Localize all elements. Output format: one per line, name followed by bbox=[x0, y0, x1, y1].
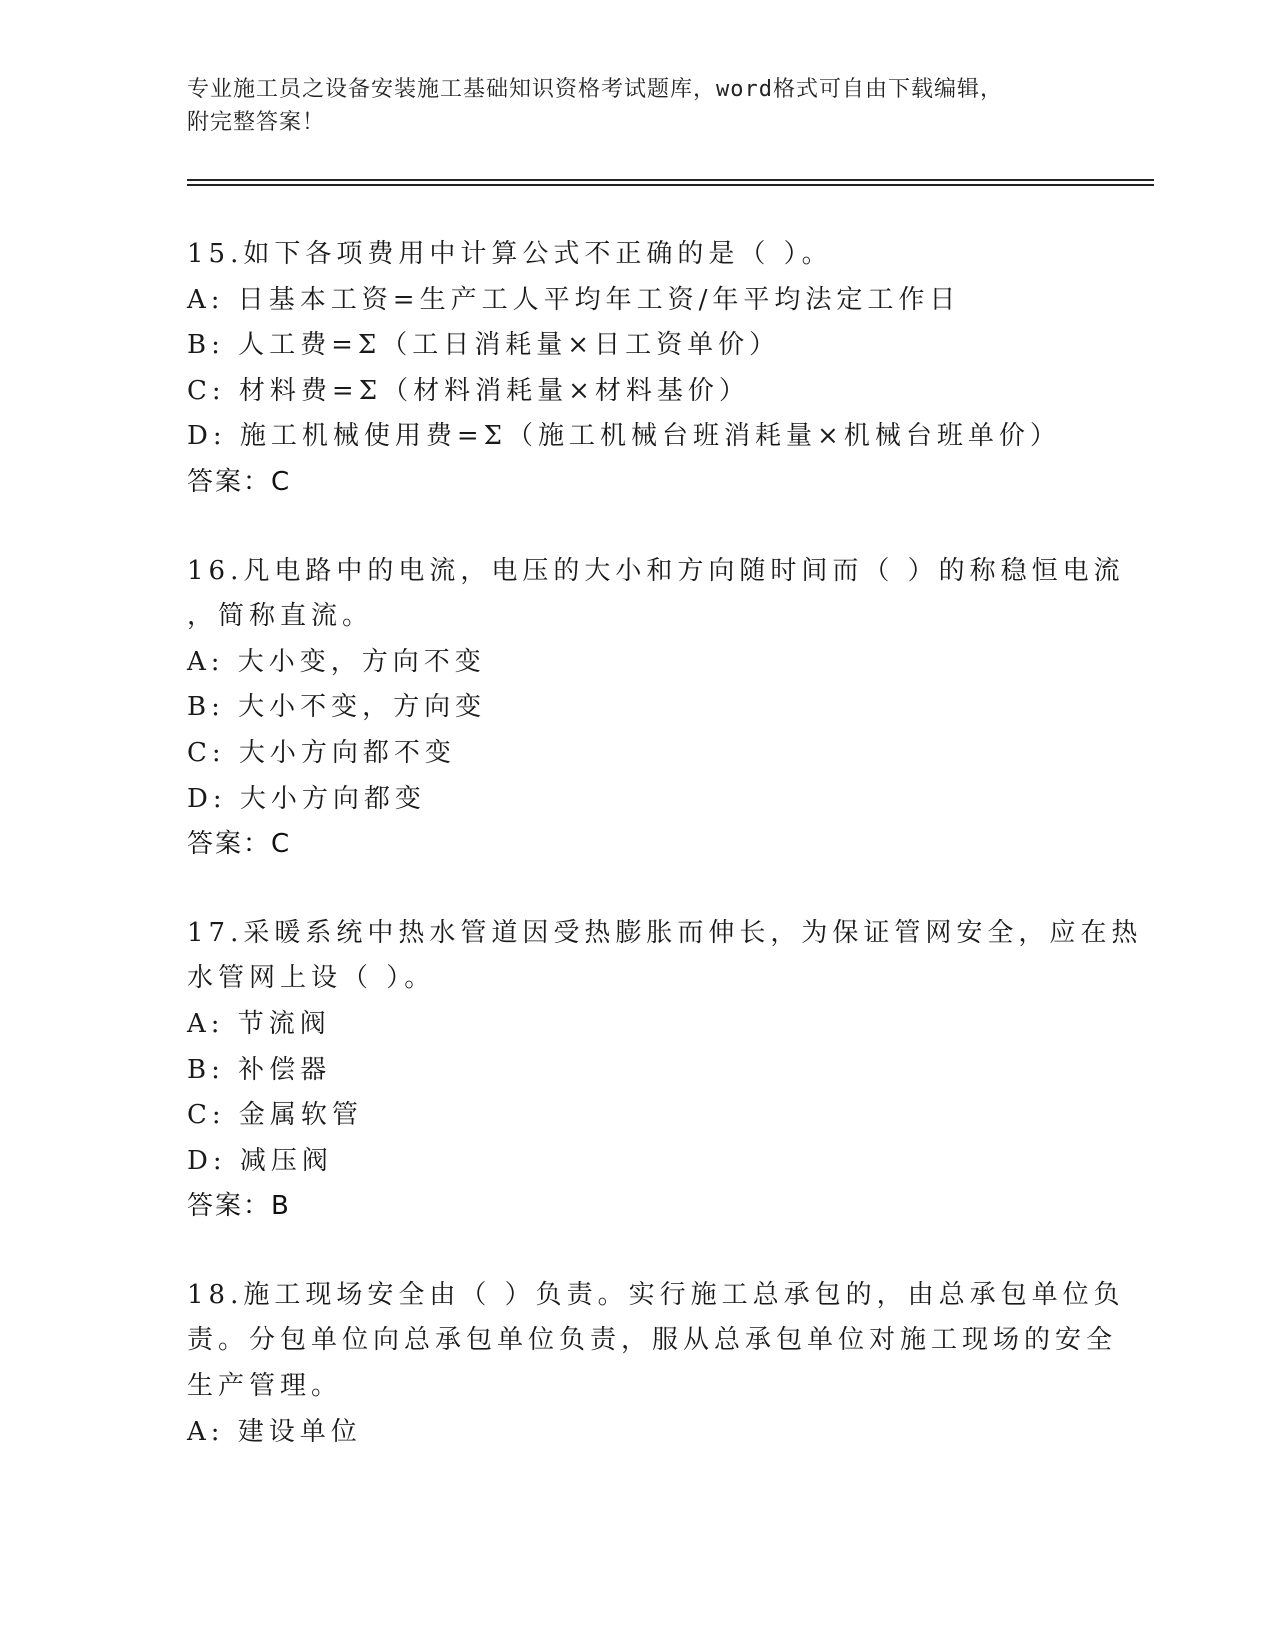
question-stem: 17.采暖系统中热水管道因受热膨胀而伸长，为保证管网安全，应在热 bbox=[187, 917, 1143, 948]
question-stem: 16.凡电路中的电流，电压的大小和方向随时间而（ ）的称稳恒电流 bbox=[187, 555, 1125, 586]
option-b: B: 人工费=Σ（工日消耗量×日工资单价） bbox=[187, 330, 781, 361]
question-stem-continued: 生产管理。 bbox=[187, 1371, 343, 1402]
answer: 答案：B bbox=[187, 1191, 291, 1222]
question-stem-continued: ，简称直流。 bbox=[187, 601, 374, 632]
question-18 bbox=[187, 1273, 1125, 1455]
option-d: D: 减压阀 bbox=[187, 1145, 333, 1176]
option-c: C: 金属软管 bbox=[187, 1100, 363, 1131]
option-b: B: 补偿器 bbox=[187, 1054, 332, 1085]
question-stem-continued: 责。分包单位向总承包单位负责，服从总承包单位对施工现场的安全 bbox=[187, 1325, 1118, 1356]
question-16 bbox=[187, 549, 1125, 868]
question-stem-continued: 水管网上设（ ）。 bbox=[187, 963, 436, 994]
header-divider-bottom bbox=[187, 184, 1154, 186]
option-a: A: 日基本工资=生产工人平均年工资/年平均法定工作日 bbox=[187, 284, 961, 315]
page-header bbox=[187, 73, 1087, 139]
answer: 答案：C bbox=[187, 829, 292, 860]
option-d: D: 施工机械使用费=Σ（施工机械台班消耗量×机械台班单价） bbox=[187, 421, 1061, 452]
question-stem: 15.如下各项费用中计算公式不正确的是（ ）。 bbox=[187, 239, 833, 269]
header-line-1: 专业施工员之设备安装施工基础知识资格考试题库，word格式可自由下载编辑， bbox=[187, 77, 1003, 102]
question-list bbox=[187, 232, 1143, 1498]
question-17 bbox=[187, 911, 1143, 1230]
question-stem: 18.施工现场安全由（ ）负责。实行施工总承包的，由总承包单位负 bbox=[187, 1279, 1125, 1310]
option-c: C: 材料费=Σ（材料消耗量×材料基价） bbox=[187, 375, 750, 406]
answer: 答案：C bbox=[187, 466, 292, 497]
question-15 bbox=[187, 232, 1087, 506]
option-d: D: 大小方向都变 bbox=[187, 783, 426, 814]
header-line-2: 附完整答案！ bbox=[187, 110, 326, 135]
option-a: A: 节流阀 bbox=[187, 1008, 331, 1039]
option-a: A: 大小变，方向不变 bbox=[187, 646, 486, 677]
option-a: A: 建设单位 bbox=[187, 1416, 362, 1447]
header-divider-top bbox=[187, 179, 1154, 181]
option-c: C: 大小方向都不变 bbox=[187, 737, 456, 768]
option-b: B: 大小不变，方向变 bbox=[187, 692, 487, 723]
